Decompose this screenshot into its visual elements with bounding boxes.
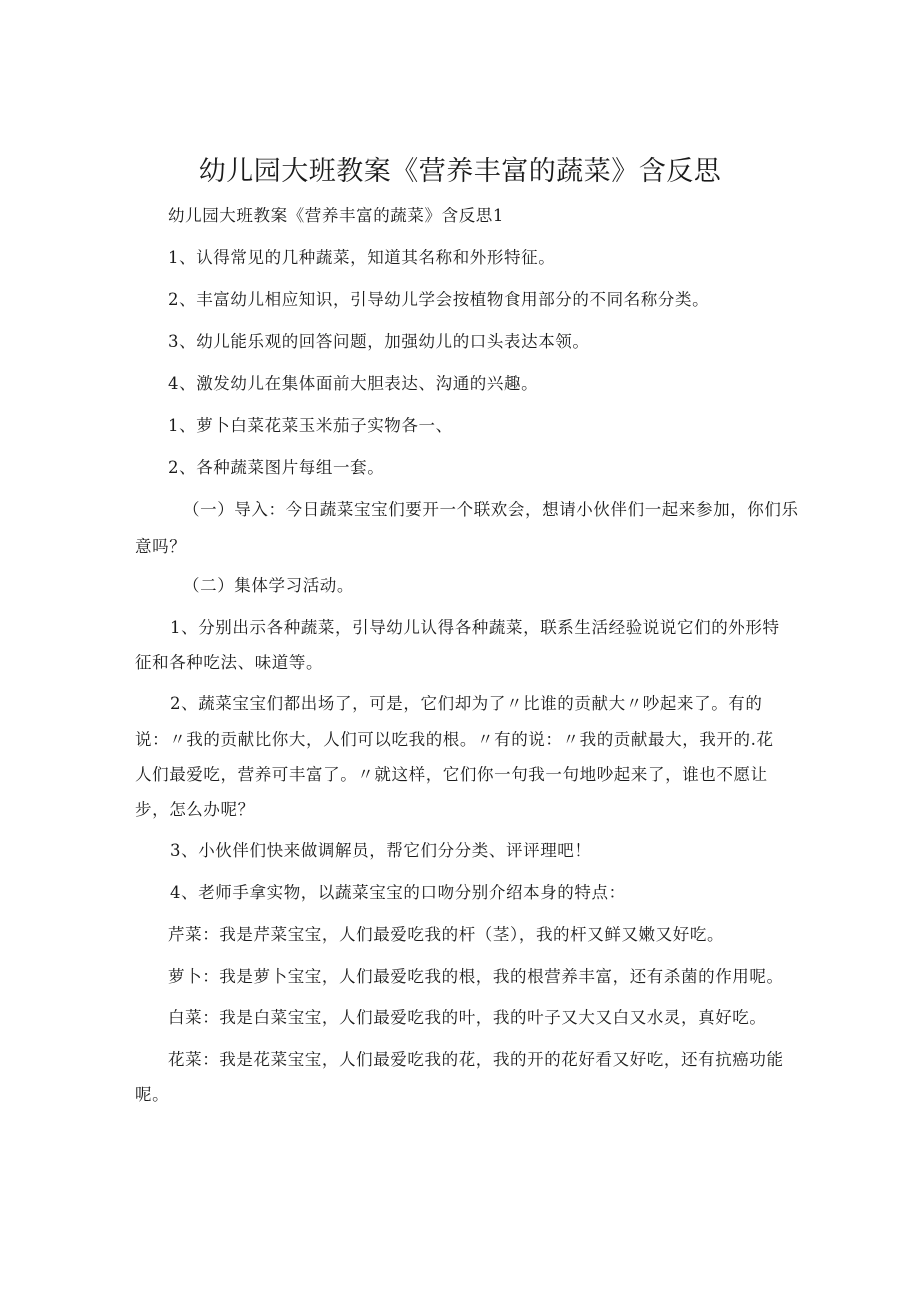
document-title: 幼儿园大班教案《营养丰富的蔬菜》含反思 bbox=[198, 156, 722, 187]
prep-2: 2、各种蔬菜图片每组一套。 bbox=[168, 458, 385, 477]
prep-1: 1、萝卜白菜花菜玉米茄子实物各一、 bbox=[168, 416, 453, 435]
subtitle-line: 幼儿园大班教案《营养丰富的蔬菜》含反思1 bbox=[168, 206, 504, 225]
cauliflower-line-1: 花菜：我是花菜宝宝，人们最爱吃我的花，我的开的花好看又好吃，还有抗癌功能 bbox=[168, 1050, 784, 1069]
goal-1: 1、认得常见的几种蔬菜，知道其名称和外形特征。 bbox=[168, 248, 556, 267]
intro-line-1: （一）导入：今日蔬菜宝宝们要开一个联欢会，想请小伙伴们一起来参加，你们乐 bbox=[183, 500, 799, 519]
step-2-line-4: 步，怎么办呢？ bbox=[135, 800, 255, 819]
cabbage-line: 白菜：我是白菜宝宝，人们最爱吃我的叶，我的叶子又大又白又水灵，真好吃。 bbox=[168, 1008, 767, 1027]
celery-line: 芹菜：我是芹菜宝宝，人们最爱吃我的杆（茎），我的杆又鲜又嫩又好吃。 bbox=[168, 925, 725, 944]
section-2-heading: （二）集体学习活动。 bbox=[183, 576, 354, 595]
cauliflower-line-2: 呢。 bbox=[135, 1085, 170, 1104]
intro-line-2: 意吗？ bbox=[135, 537, 187, 556]
radish-line: 萝卜：我是萝卜宝宝，人们最爱吃我的根，我的根营养丰富，还有杀菌的作用呢。 bbox=[168, 967, 784, 986]
step-4: 4、老师手拿实物，以蔬菜宝宝的口吻分别介绍本身的特点： bbox=[170, 883, 626, 902]
step-2-line-2: 说：〃我的贡献比你大，人们可以吃我的根。〃有的说：〃我的贡献最大，我开的.花 bbox=[135, 730, 774, 749]
step-2-line-1: 2、蔬菜宝宝们都出场了，可是，它们却为了〃比谁的贡献大〃吵起来了。有的 bbox=[170, 694, 763, 713]
step-3: 3、小伙伴们快来做调解员，帮它们分分类、评评理吧！ bbox=[170, 841, 592, 860]
step-1-line-1: 1、分别出示各种蔬菜，引导幼儿认得各种蔬菜，联系生活经验说说它们的外形特 bbox=[170, 618, 780, 637]
step-1-line-2: 征和各种吃法、味道等。 bbox=[135, 653, 324, 672]
goal-4: 4、激发幼儿在集体面前大胆表达、沟通的兴趣。 bbox=[168, 374, 539, 393]
step-2-line-3: 人们最爱吃，营养可丰富了。〃就这样，它们你一句我一句地吵起来了，谁也不愿让 bbox=[135, 765, 768, 784]
goal-3: 3、幼儿能乐观的回答问题，加强幼儿的口头表达本领。 bbox=[168, 332, 590, 351]
goal-2: 2、丰富幼儿相应知识，引导幼儿学会按植物食用部分的不同名称分类。 bbox=[168, 290, 710, 309]
